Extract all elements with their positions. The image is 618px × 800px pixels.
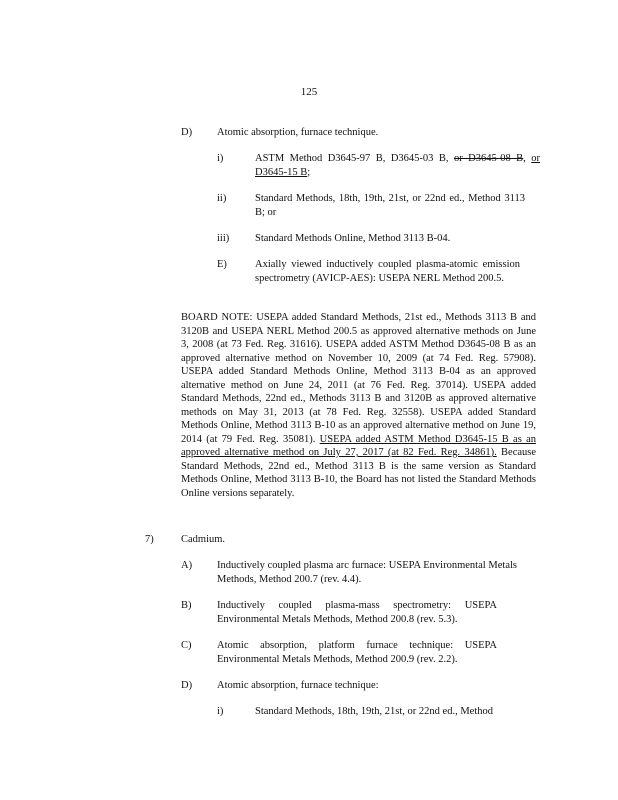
subitem-label-iii: iii) <box>217 233 230 244</box>
cadmium-item-a: Inductively coupled plasma arc furnace: USEPA Environmental Metals Methods, Method 200.7 (rev. 4.4). <box>217 560 517 585</box>
board-note-lead: BOARD NOTE: USEPA added Standard Methods, 21st ed., Methods 3113 B and 3120B and USEPA NERL Method 200.5 as approved alternative methods on June 3, 2008 (at 73 Fed. Reg. 31616). USEPA added ASTM Method D3645-08 B as an approved alternative method on November 10, 2009 (at 74 Fed. Reg. 57908). USEPA added Standard Methods Online, Method 3113 B-04 as an approved alternative method on June 24, 2011 (at 76 Fed. Reg. 37014). USEPA added Standard Methods, 22nd ed., Methods 3113 B and 3120B as approved alternative methods on May 31, 2013 (at 78 Fed. Reg. 32558). USEPA added Standard Methods Online, Method 3113 B-10 as an approved alternative method on June 19, 2014 (at 79 Fed. Reg. 35081). <box>181 312 536 445</box>
item-label-e: E) <box>217 259 227 270</box>
subitem-i-part3: ; <box>307 166 311 178</box>
section-7-title: Cadmium. <box>181 534 226 545</box>
cadmium-d-subitem-i: Standard Methods, 18th, 19th, 21st, or 22nd ed., Method <box>255 706 493 717</box>
board-note-inserted: USEPA added ASTM Method D3645-15 B as an approved alternative method on July 27, 2017 (at 82 Fed. Reg. 34861). <box>181 433 536 458</box>
cadmium-label-b: B) <box>181 600 192 611</box>
cadmium-item-d: Atomic absorption, furnace technique: <box>217 680 379 691</box>
cadmium-item-b: Inductively coupled plasma-mass spectrometry: USEPA Environmental Metals Methods, Method 200.8 (rev. 5.3). <box>217 600 497 625</box>
cadmium-d-sublabel-i: i) <box>217 706 224 717</box>
cadmium-label-c: C) <box>181 640 192 651</box>
cadmium-label-a: A) <box>181 560 193 571</box>
cadmium-label-d: D) <box>181 680 193 691</box>
subitem-i-inserted: or D3645-15 B <box>255 153 540 178</box>
item-label-d: D) <box>181 127 193 138</box>
subitem-i-part1: ASTM Method D3645-97 B, D3645-03 B, <box>255 153 454 164</box>
subitem-iii-text: Standard Methods Online, Method 3113 B-04. <box>255 233 451 244</box>
subitem-label-ii: ii) <box>217 193 227 204</box>
item-d-text: Atomic absorption, furnace technique. <box>217 127 379 138</box>
section-label-7: 7) <box>145 534 154 545</box>
board-note-tail: Because Standard Methods, 22nd ed., Method 3113 B is the same version as Standard Methods Online, Method 3113 B-10, the Board has not listed the Standard Methods Online versions separately. <box>181 447 537 499</box>
cadmium-item-c: Atomic absorption, platform furnace technique: USEPA Environmental Metals Methods, Method 200.9 (rev. 2.2). <box>217 640 497 665</box>
subitem-label-i: i) <box>217 153 224 164</box>
subitem-ii-text: Standard Methods, 18th, 19th, 21st, or 22nd ed., Method 3113 B; or <box>255 193 525 218</box>
page-number: 125 <box>300 86 318 98</box>
subitem-i-part2: , <box>523 153 526 164</box>
subitem-i-text <box>255 152 540 179</box>
board-note <box>181 311 536 500</box>
item-e-text: Axially viewed inductively coupled plasma-atomic emission spectrometry (AVICP-AES): USEPA NERL Method 200.5. <box>255 259 520 284</box>
subitem-i-deleted: or D3645-08 B <box>453 153 524 164</box>
